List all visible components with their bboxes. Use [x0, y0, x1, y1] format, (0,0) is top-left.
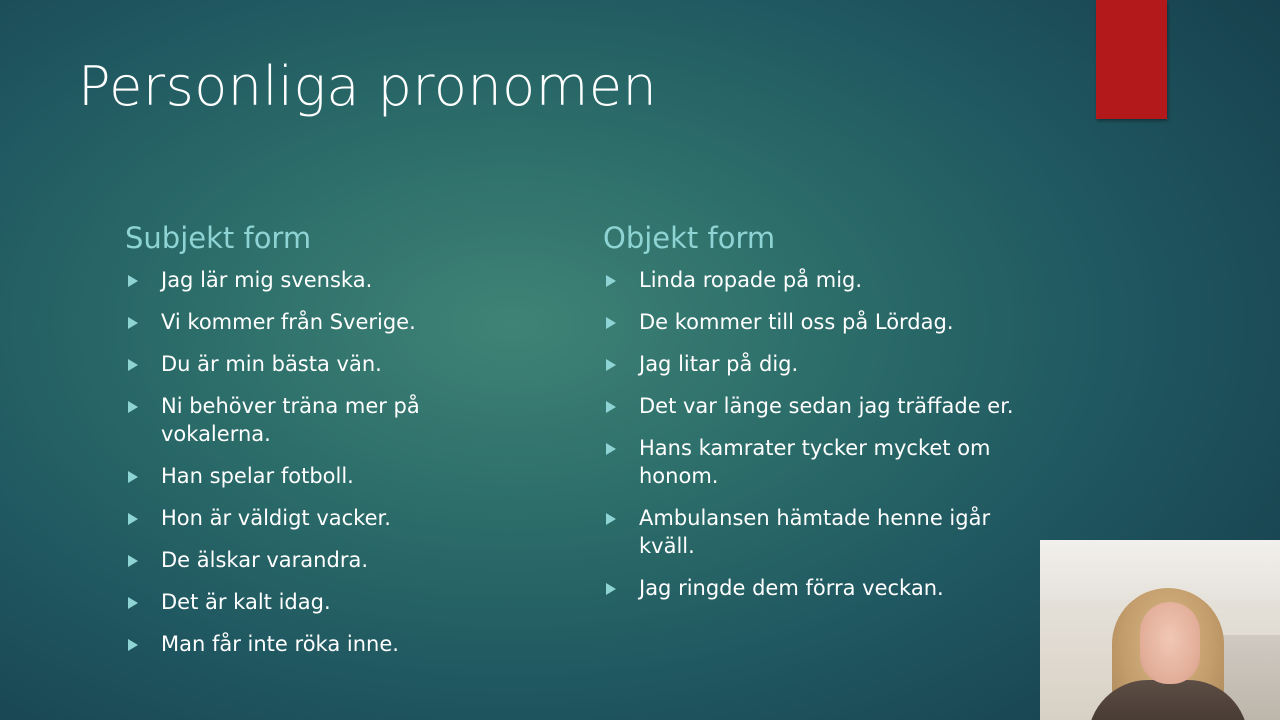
list-item: [603, 308, 1038, 336]
triangle-bullet-icon: [128, 597, 138, 609]
triangle-bullet-icon: [606, 583, 616, 595]
presenter-face: [1140, 602, 1200, 684]
triangle-bullet-icon: [128, 555, 138, 567]
list-item-text: De kommer till oss på Lördag.: [639, 310, 954, 334]
triangle-bullet-icon: [128, 317, 138, 329]
list-item: [603, 392, 1038, 420]
list-item: [125, 588, 525, 616]
list-item-text: Det var länge sedan jag träffade er.: [639, 394, 1014, 418]
triangle-bullet-icon: [606, 443, 616, 455]
list-item: [603, 350, 1038, 378]
list-item: [125, 308, 525, 336]
list-item-text: Vi kommer från Sverige.: [161, 310, 416, 334]
list-item-text: Jag litar på dig.: [639, 352, 799, 376]
slide-title: Personliga pronomen: [78, 55, 658, 118]
subject-form-list: [125, 266, 525, 658]
list-item-text: Linda ropade på mig.: [639, 268, 863, 292]
list-item-text: Det är kalt idag.: [161, 590, 331, 614]
list-item-text: Jag ringde dem förra veckan.: [639, 576, 944, 600]
list-item-text: Hans kamrater tycker mycket om honom.: [639, 436, 991, 488]
list-item-text: Ambulansen hämtade henne igår kväll.: [639, 506, 991, 558]
triangle-bullet-icon: [606, 275, 616, 287]
subject-form-column: [125, 218, 525, 672]
list-item-text: De älskar varandra.: [161, 548, 368, 572]
triangle-bullet-icon: [128, 275, 138, 287]
list-item-text: Du är min bästa vän.: [161, 352, 382, 376]
accent-bar: [1096, 0, 1167, 119]
list-item: [603, 434, 1038, 490]
list-item: [125, 630, 525, 658]
list-item-text: Jag lär mig svenska.: [161, 268, 373, 292]
triangle-bullet-icon: [128, 401, 138, 413]
list-item: [125, 266, 525, 294]
list-item-text: Han spelar fotboll.: [161, 464, 354, 488]
list-item: [125, 462, 525, 490]
presenter-webcam: [1040, 540, 1280, 720]
object-form-heading: Objekt form: [603, 221, 776, 255]
list-item: [125, 392, 525, 448]
triangle-bullet-icon: [128, 471, 138, 483]
list-item-text: Ni behöver träna mer på vokalerna.: [161, 394, 420, 446]
list-item: [125, 546, 525, 574]
triangle-bullet-icon: [606, 359, 616, 371]
triangle-bullet-icon: [128, 639, 138, 651]
triangle-bullet-icon: [128, 359, 138, 371]
list-item: [603, 266, 1038, 294]
list-item-text: Hon är väldigt vacker.: [161, 506, 391, 530]
triangle-bullet-icon: [606, 317, 616, 329]
list-item: [603, 574, 1038, 602]
list-item: [125, 504, 525, 532]
list-item-text: Man får inte röka inne.: [161, 632, 399, 656]
triangle-bullet-icon: [606, 401, 616, 413]
list-item: [125, 350, 525, 378]
triangle-bullet-icon: [128, 513, 138, 525]
subject-form-heading: Subjekt form: [125, 221, 312, 255]
triangle-bullet-icon: [606, 513, 616, 525]
object-form-column: [603, 218, 1038, 616]
list-item: [603, 504, 1038, 560]
object-form-list: [603, 266, 1038, 602]
